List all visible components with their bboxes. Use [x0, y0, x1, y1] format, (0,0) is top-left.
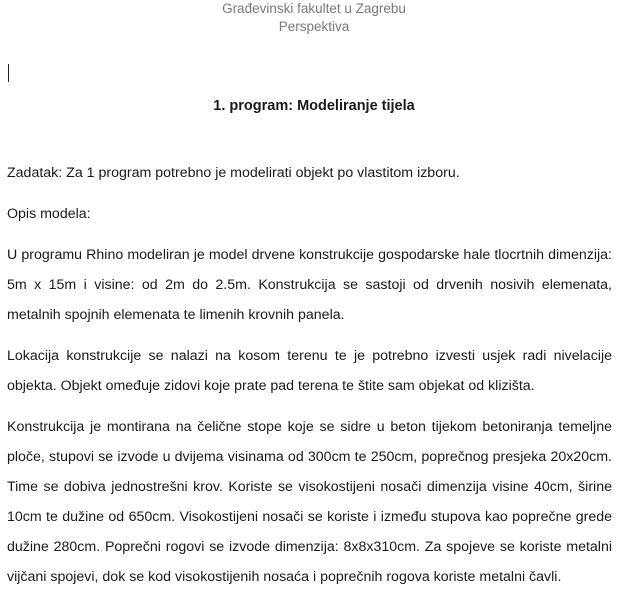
header-faculty: Građevinski fakultet u Zagrebu — [222, 1, 406, 16]
paragraph-task: Zadatak: Za 1 program potrebno je modelirati objekt po vlastitom izboru. — [7, 165, 460, 181]
header-subject: Perspektiva — [278, 19, 350, 34]
document-title: 1. program: Modeliranje tijela — [213, 98, 415, 114]
paragraph-construction: Konstrukcija je montirana na čelične stope koje se sidre u beton tijekom betoniranja temeljne ploče, stupovi se izvode u dvijema visinama od 300cm te 250cm, poprečnog presjeka 20x20cm. Time se dobiva jednostrešni krov. Koriste se visokostijeni nosači dimenzija visine 40cm, širine 10cm te dužine od 650cm. Visokostijeni nosači se koriste i između stupova kao poprečne grede dužine 280cm. Poprečni rogovi se izvode dimenzija: 8x8x310cm. Za spojeve se koriste metalni vijčani spojevi, dok se kod visokostijenih nosaća i poprečnih rogova koriste metalni čavli. — [7, 419, 612, 585]
paragraph-location: Lokacija konstrukcije se nalazi na kosom terenu te je potrebno izvesti usjek radi nivelacije objekta. Objekt omeđuje zidovi koje prate pad terena te štite sam objekat od klizišta. — [7, 348, 612, 394]
page-header — [0, 0, 628, 36]
text-cursor — [8, 64, 9, 82]
paragraph-model-heading: Opis modela: — [7, 206, 91, 222]
document-body[interactable] — [7, 158, 612, 603]
paragraph-description: U programu Rhino modeliran je model drvene konstrukcije gospodarske hale tlocrtnih dimenzija: 5m x 15m i visine: od 2m do 2.5m. Konstrukcija se sastoji od drvenih nosivih elemenata, metalnih spojnih elemenata te limenih krovnih panela. — [7, 247, 612, 323]
